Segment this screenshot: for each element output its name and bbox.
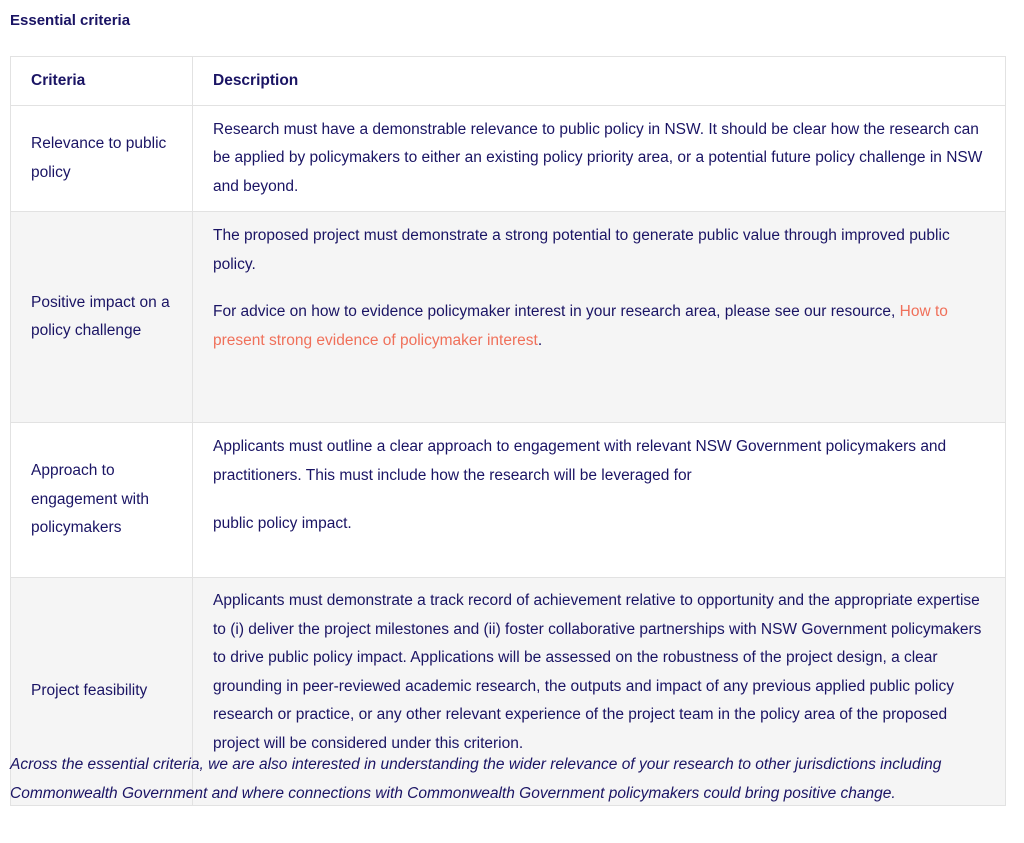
description-prefix: For advice on how to evidence policymaker interest in your research area, please see our resource, — [213, 303, 900, 320]
footnote: Across the essential criteria, we are also interested in understanding the wider relevance of your research to other jurisdictions including Commonwealth Government and where connections with Commonwealth Government policymakers could bring positive change. — [10, 756, 942, 802]
section-title: Essential criteria — [10, 12, 131, 29]
table-header-row — [11, 57, 1006, 106]
table-row — [11, 106, 1006, 212]
table-row — [11, 423, 1006, 578]
description-text-with-link — [213, 298, 985, 355]
description-text: The proposed project must demonstrate a strong potential to generate public value through improved public policy. — [213, 227, 950, 273]
description-suffix: . — [537, 331, 543, 349]
description-text: public policy impact. — [213, 515, 352, 532]
description-text: Applicants must outline a clear approach to engagement with relevant NSW Government policymakers and practitioners. This must include how the research will be leveraged for — [213, 438, 947, 484]
evidence-guide-link[interactable]: How to present strong evidence of policymaker interest — [213, 303, 948, 349]
header-criteria: Criteria — [11, 57, 193, 106]
description-cell — [193, 423, 1006, 578]
criteria-cell: Approach to engagement with policymakers — [11, 423, 193, 578]
description-text: Research must have a demonstrable relevance to public policy in NSW. It should be clear how the research can be applied by policymakers to either an existing policy priority area, or a potential future policy challenge in NSW and beyond. — [213, 120, 983, 195]
description-cell — [193, 212, 1006, 423]
header-description: Description — [193, 57, 1006, 106]
description-text: Applicants must demonstrate a track record of achievement relative to opportunity and the appropriate expertise to (i) deliver the project milestones and (ii) foster collaborative partnerships with NSW Government policymakers to drive public policy impact. Applications will be assessed on the robustness of the project design, a clear grounding in peer-reviewed academic research, the outputs and impact of any previous applied public policy research or practice, or any other relevant experience of the project team in the policy area of the proposed project will be considered under this criterion. — [213, 592, 982, 752]
criteria-table — [10, 56, 1006, 806]
description-cell — [193, 106, 1006, 212]
criteria-cell: Positive impact on a policy challenge — [11, 212, 193, 423]
criteria-cell: Relevance to public policy — [11, 106, 193, 212]
table-row — [11, 212, 1006, 423]
criteria-cell: Project feasibility — [11, 578, 193, 806]
